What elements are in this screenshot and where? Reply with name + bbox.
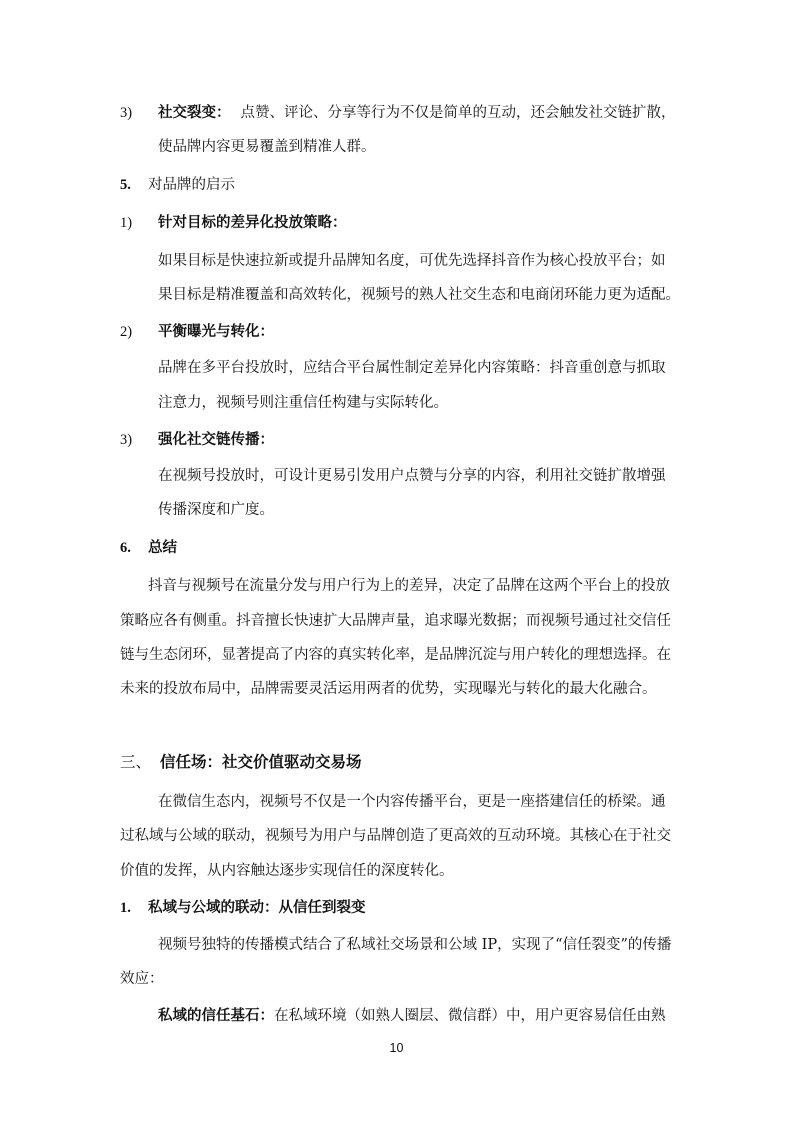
- paragraph-label: 私域的信任基石：: [158, 1008, 274, 1024]
- paragraph-line: [158, 103, 676, 123]
- section-heading: 总结: [148, 540, 177, 556]
- paragraph-line: 抖音与视频号在流量分发与用户行为上的差异，决定了品牌在这两个平台上的投放: [148, 578, 670, 594]
- paragraph-line: 过私域与公域的联动，视频号为用户与品牌创造了更高效的互动环境。其核心在于社交: [120, 828, 671, 844]
- section-heading: 对品牌的启示: [148, 177, 235, 193]
- paragraph-line: 果目标是精准覆盖和高效转化，视频号的熟人社交生态和电商闭环能力更为适配。: [158, 287, 680, 303]
- paragraph-line: 视频号独特的传播模式结合了私域社交场景和公域 IP，实现了“信任裂变”的传播: [158, 937, 672, 953]
- paragraph-line: 链与生态闭环，显著提高了内容的真实转化率，是品牌沉淀与用户转化的理想选择。在: [120, 647, 671, 663]
- paragraph-line: 效应：: [120, 971, 164, 987]
- item-text: 点赞、评论、分享等行为不仅是简单的互动，还会触发社交链扩散，: [240, 105, 676, 121]
- item-label: 针对目标的差异化投放策略：: [158, 215, 347, 231]
- chapter-title: 信任场：社交价值驱动交易场: [160, 753, 362, 771]
- paragraph-text: 在私域环境（如熟人圈层、微信群）中，用户更容易信任由熟: [274, 1008, 666, 1024]
- list-number: 1): [120, 215, 133, 231]
- paragraph-line: 在微信生态内，视频号不仅是一个内容传播平台，更是一座搭建信任的桥梁。通: [158, 794, 666, 810]
- section-heading: 私域与公域的联动：从信任到裂变: [148, 900, 366, 916]
- paragraph-line: [158, 1006, 666, 1026]
- chapter-number: 三、: [120, 753, 152, 771]
- paragraph-line: 价值的发挥，从内容触达逐步实现信任的深度转化。: [120, 863, 454, 879]
- list-number: 2): [120, 324, 133, 340]
- list-number: 3): [120, 432, 133, 448]
- paragraph-line: 传播深度和广度。: [158, 502, 274, 518]
- paragraph-line: 未来的投放布局中，品牌需要灵活运用两者的优势，实现曝光与转化的最大化融合。: [120, 681, 657, 697]
- page-number: 10: [389, 1041, 404, 1055]
- item-label: 平衡曝光与转化：: [158, 324, 274, 340]
- paragraph-line: 品牌在多平台投放时，应结合平台属性制定差异化内容策略：抖音重创意与抓取: [158, 360, 666, 376]
- list-number: 3): [120, 105, 133, 121]
- paragraph-line: 注意力，视频号则注重信任构建与实际转化。: [158, 395, 448, 411]
- paragraph-line: 如果目标是快速拉新或提升品牌知名度，可优先选择抖音作为核心投放平台；如: [158, 253, 666, 269]
- section-number: 6.: [120, 540, 131, 556]
- section-number: 5.: [120, 177, 131, 193]
- item-label: 社交裂变：: [158, 105, 231, 121]
- item-label: 强化社交链传播：: [158, 432, 274, 448]
- section-number: 1.: [120, 900, 131, 916]
- paragraph-line: 策略应各有侧重。抖音擅长快速扩大品牌声量，追求曝光数据；而视频号通过社交信任: [120, 613, 671, 629]
- paragraph-line: 在视频号投放时，可设计更易引发用户点赞与分享的内容，利用社交链扩散增强: [158, 468, 666, 484]
- paragraph-line: 使品牌内容更易覆盖到精准人群。: [158, 139, 376, 155]
